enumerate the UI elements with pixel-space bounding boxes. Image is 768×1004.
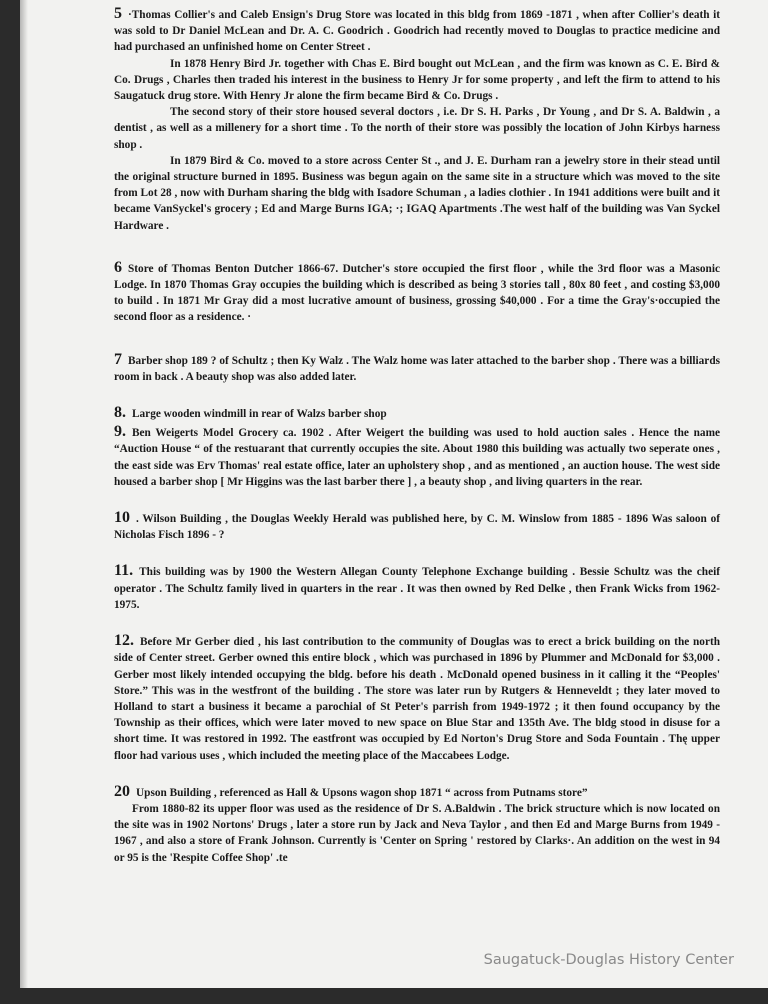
paragraph: Large wooden windmill in rear of Walzs barber shop [132,408,387,421]
section-7 [114,352,720,385]
document-body [114,6,720,866]
scan-border [0,988,768,1004]
section-number: 7 [114,350,122,368]
paragraph: In 1878 Henry Bird Jr. together with Chas E. Bird bought out McLean , and the firm was known as C. E. Bird & Co. Drugs , Charles then traded his interest in the business to Henry Jr for some property , and left the firm to attend to his Saugatuck drug store. With Henry Jr alone the firm became Bird & Co. Drugs . [114,57,720,103]
section-number: 6 [114,258,122,276]
section-5 [114,6,720,234]
paragraph: Before Mr Gerber died , his last contribution to the community of Douglas was to erect a brick building on the north side of Center street. Gerber owned this entire block , which was purchased in 1896 by Plummer and McDonald for $3,000 . Gerber most likely intended occupying the bldg. before his death . McDonald opened business in it calling it the “Peoples' Store.” This was in the westfront of the building . The store was later run by Rutgers & Henneveldt ; they later moved to Holland to start a business it became a parochial of St Peter's parrish from 1949-1972 ; it then found occupancy by the Township as their offices, which were later moved to new space on Blue Star and 135th Ave. The bldg stood in disuse for a short time. It was restored in 1992. The eastfront was occupied by Ed Norton's Drug Store and Soda Fountain . Thę upper floor had various uses , which included the meeting place of the Maccabees Lodge. [114,636,720,762]
section-8 [114,405,720,422]
section-number: 8. [114,404,126,422]
section-number: 11. [114,562,134,580]
paragraph: Barber shop 189 ? of Schultz ; then Ky Walz . The Walz home was later attached to the barber shop . There was a billiards room in back . A beauty shop was also added later. [114,354,720,383]
watermark: Saugatuck-Douglas History Center [483,952,734,968]
paragraph: In 1879 Bird & Co. moved to a store across Center St ., and J. E. Durham ran a jewelry store in their stead until the original structure burned in 1895. Business was begun again on the same site in a structure which was moved to the site from Lot 28 , now with Durham sharing the bldg with Isadore Schuman , a ladies clothier . In 1941 additions were built and it became VanSyckel's grocery ; Ed and Marge Burns IGA; ·; IGAQ Apartments .The west half of the building was Van Syckel Hardware . [114,154,720,232]
paragraph: Ben Weigerts Model Grocery ca. 1902 . After Weigert the building was used to hold auction sales . Hence the name “Auction House “ of the restuarant that currently occupies the site. About 1980 this building was actually two seperate ones , the east side was Erv Thomas' real estate office, later an upholstery shop , and as mentioned , an auction house. The west side housed a barber shop [ Mr Higgins was the last barber there ] , a beauty shop , and living quarters in the rear. [114,427,720,488]
paragraph: Upson Building , referenced as Hall & Upsons wagon shop 1871 “ across from Putnams store” [136,786,588,799]
paragraph: The second story of their store housed several doctors , i.e. Dr S. H. Parks , Dr Young , and Dr S. A. Baldwin , a dentist , as well as a millenery for a short time . To the north of their store was possibly the location of John Kirbys harness shop . [114,106,720,151]
paragraph: Store of Thomas Benton Dutcher 1866-67. Dutcher's store occupied the first floor , while the 3rd floor was a Masonic Lodge. In 1870 Thomas Gray occupies the building which is described as being 3 stories tall , 80x 80 feet , and costing $3,000 to build . In 1871 Mr Gray did a most lucrative amount of business, grossing $40,000 . For a time the Gray's·occupied the second floor as a residence. · [114,262,720,324]
section-11 [114,563,720,613]
section-number: 9. [114,423,126,441]
section-number: 20 [114,782,130,800]
page-edge-shadow [20,0,28,988]
section-20 [114,784,720,866]
section-10 [114,510,720,543]
section-number: 10 [114,509,130,527]
section-6 [114,260,720,326]
section-number: 12. [114,632,134,650]
section-number: 5 [114,5,122,22]
paragraph: From 1880-82 its upper floor was used as the residence of Dr S. A.Baldwin . The brick structure which is now located on the site was in 1902 Nortons' Drugs , later a store run by Jack and Neva Taylor , and then Ed and Marge Burns from 1949 - 1967 , and also a store of Frank Johnson. Currently is 'Center on Spring ' restored by Clarks·. An addition on the west in 94 or 95 is the 'Respite Coffee Shop' .te [114,802,720,864]
paragraph: ·Thomas Collier's and Caleb Ensign's Drug Store was located in this bldg from 1869 -1871 , when after Collier's death it was sold to Dr Daniel McLean and Dr. A. C. Goodrich . Goodrich had recently moved to Douglas to practice medicine and had purchased an unfinished home on Center Street . [114,9,720,54]
paragraph: . Wilson Building , the Douglas Weekly Herald was published here, by C. M. Winslow from 1885 - 1896 Was saloon of Nicholas Fisch 1896 - ? [114,513,720,542]
paragraph: This building was by 1900 the Western Allegan County Telephone Exchange building . Bessie Schultz was the cheif operator . The Schultz family lived in quarters in the rear . It was then owned by Red Delke , then Frank Wicks from 1962- 1975. [114,566,720,611]
section-12 [114,633,720,764]
section-9 [114,424,720,490]
